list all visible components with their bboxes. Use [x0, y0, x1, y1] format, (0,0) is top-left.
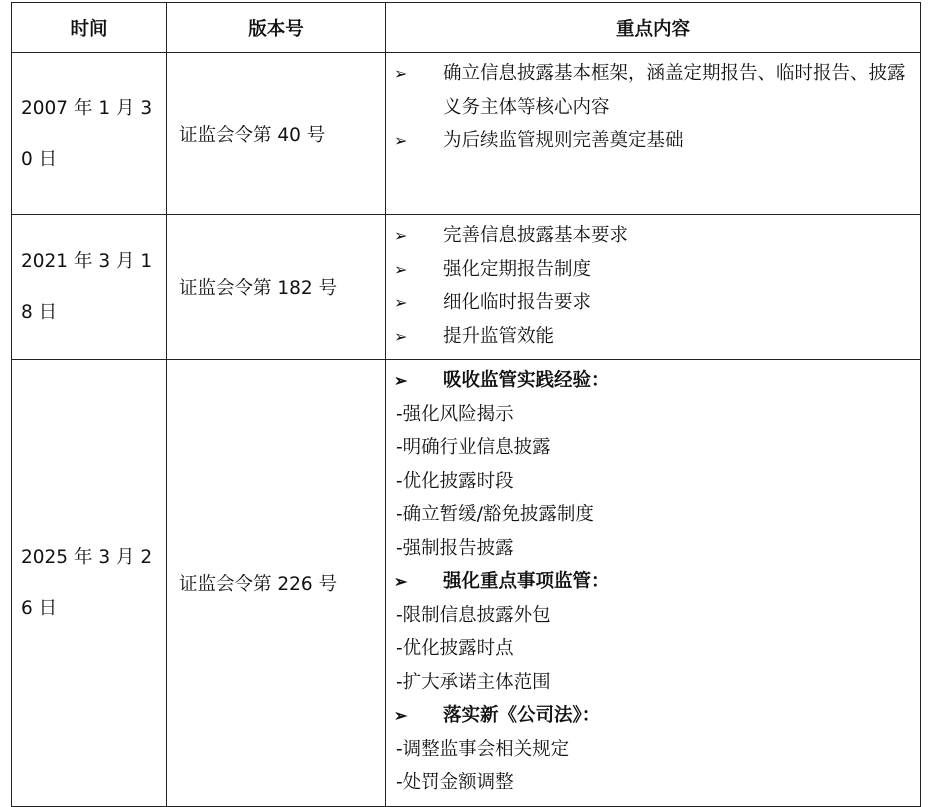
content-cell [386, 53, 921, 215]
bullet-text: 确立信息披露基本框架，涵盖定期报告、临时报告、披露义务主体等核心内容 [443, 63, 906, 118]
bullet-item [394, 286, 914, 320]
regulation-table [11, 2, 921, 807]
table-row [12, 53, 921, 215]
date-cell: 2007 年 1 月 30 日 [12, 53, 167, 215]
sub-item: -强制报告披露 [396, 537, 514, 559]
arrow-bullet-icon: ➢ [394, 131, 408, 150]
bullet-item [394, 253, 914, 287]
bullet-text: 强化定期报告制度 [443, 258, 592, 280]
date-cell: 2025 年 3 月 26 日 [12, 360, 167, 807]
bullet-text: 细化临时报告要求 [443, 292, 592, 313]
arrow-bullet-icon: ➢ [394, 371, 408, 390]
bullet-item [394, 57, 914, 124]
group-title: 强化重点事项监管： [443, 571, 610, 592]
arrow-bullet-icon: ➢ [394, 293, 408, 312]
version-cell: 证监会令第 226 号 [167, 360, 386, 807]
group-heading [394, 565, 914, 599]
group-title: 落实新《公司法》： [443, 705, 601, 726]
table-row [12, 360, 921, 807]
group-heading [394, 364, 914, 398]
date-cell: 2021 年 3 月 18 日 [12, 215, 167, 360]
content-cell [386, 215, 921, 360]
arrow-bullet-icon: ➢ [394, 64, 408, 83]
content-cell [386, 360, 921, 807]
group-title: 吸收监管实践经验： [443, 370, 610, 391]
header-version: 版本号 [167, 3, 386, 53]
header-row [12, 3, 921, 53]
table-row [12, 215, 921, 360]
header-content: 重点内容 [386, 3, 921, 53]
bullet-item [394, 124, 914, 158]
bullet-text: 完善信息披露基本要求 [443, 225, 629, 246]
arrow-bullet-icon: ➢ [394, 706, 408, 725]
sub-item: -明确行业信息披露 [396, 437, 551, 458]
version-cell: 证监会令第 40 号 [167, 53, 386, 215]
sub-item: -处罚金额调整 [396, 772, 514, 793]
header-time: 时间 [12, 3, 167, 53]
sub-item: -限制信息披露外包 [396, 604, 551, 626]
arrow-bullet-icon: ➢ [394, 326, 408, 346]
sub-item: -优化披露时段 [396, 470, 514, 492]
sub-item: -确立暂缓/豁免披露制度 [396, 504, 594, 525]
arrow-bullet-icon: ➢ [394, 259, 408, 279]
arrow-bullet-icon: ➢ [394, 226, 408, 245]
bullet-item [394, 320, 914, 354]
sub-item: -强化风险揭示 [396, 403, 514, 425]
arrow-bullet-icon: ➢ [394, 572, 408, 591]
group-heading [394, 699, 914, 733]
bullet-item [394, 219, 914, 253]
sub-item: -扩大承诺主体范围 [396, 671, 551, 693]
sub-item: -优化披露时点 [396, 638, 514, 659]
sub-item: -调整监事会相关规定 [396, 738, 570, 760]
version-cell: 证监会令第 182 号 [167, 215, 386, 360]
bullet-text: 为后续监管规则完善奠定基础 [443, 130, 684, 151]
bullet-text: 提升监管效能 [443, 325, 555, 347]
